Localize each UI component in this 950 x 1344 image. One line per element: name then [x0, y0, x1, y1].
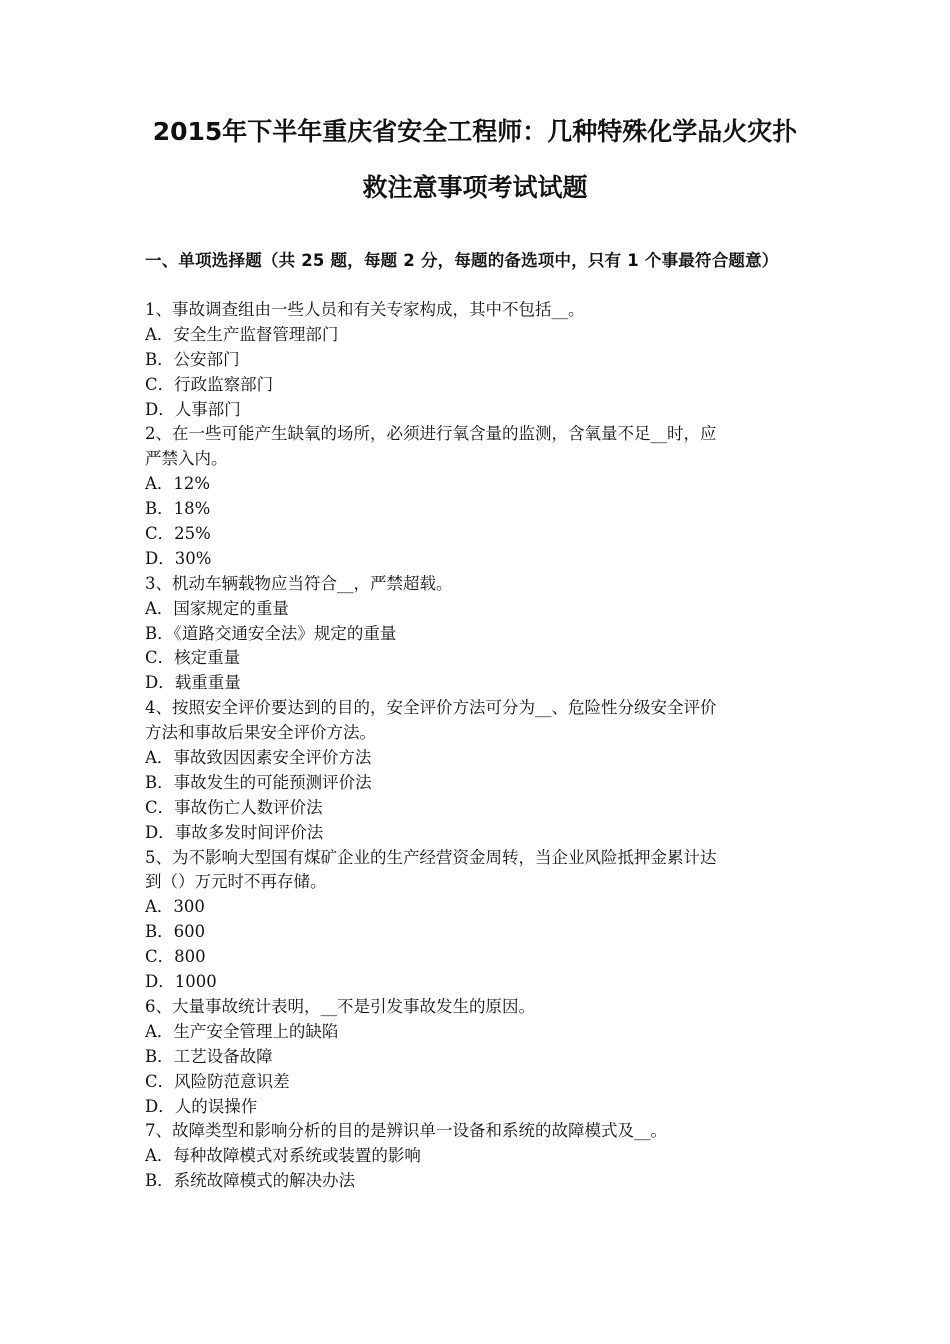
answer-option: C．800: [145, 947, 206, 967]
answer-option: B．18%: [145, 499, 211, 519]
answer-option: C．事故伤亡人数评价法: [145, 797, 323, 817]
document-title-line-1: 2015年下半年重庆省安全工程师：几种特殊化学品火灾扑: [152, 117, 798, 146]
question-text: 7、故障类型和影响分析的目的是辨识单一设备和系统的故障模式及__。: [145, 1121, 667, 1141]
answer-option: C．核定重量: [145, 648, 241, 668]
question-text-continued: 方法和事故后果安全评价方法。: [145, 723, 376, 743]
answer-option: A．国家规定的重量: [145, 598, 289, 618]
question-text: 4、按照安全评价要达到的目的，安全评价方法可分为__、危险性分级安全评价: [145, 698, 717, 718]
answer-option: C．风险防范意识差: [145, 1071, 290, 1091]
question-text: 3、机动车辆载物应当符合__，严禁超载。: [145, 573, 453, 593]
answer-option: B．600: [145, 922, 206, 942]
question-text: 1、事故调查组由一些人员和有关专家构成，其中不包括__。: [145, 300, 585, 319]
answer-option: B．公安部门: [145, 349, 240, 369]
answer-option: B．工艺设备故障: [145, 1046, 273, 1066]
answer-option: B．系统故障模式的解决办法: [145, 1171, 356, 1191]
answer-option: D．30%: [145, 548, 212, 568]
question-text-continued: 到（）万元时不再存储。: [145, 872, 327, 892]
answer-option: A．每种故障模式对系统或装置的影响: [145, 1146, 421, 1166]
answer-option: D．人的误操作: [145, 1096, 258, 1116]
answer-option: D．载重重量: [145, 673, 241, 693]
answer-option: A．生产安全管理上的缺陷: [145, 1021, 339, 1041]
question-list: [145, 298, 810, 1194]
question-text: 2、在一些可能产生缺氧的场所，必须进行氧含量的监测，含氧量不足__时，应: [145, 424, 717, 444]
answer-option: C．25%: [145, 524, 211, 544]
answer-option: D．事故多发时间评价法: [145, 822, 324, 842]
answer-option: A．12%: [145, 474, 211, 494]
question-text-continued: 严禁入内。: [145, 449, 228, 469]
answer-option: D．人事部门: [145, 399, 241, 419]
answer-option: C．行政监察部门: [145, 374, 274, 394]
answer-option: A．300: [145, 897, 205, 917]
answer-option: D．1000: [145, 972, 217, 992]
answer-option: B．《道路交通安全法》规定的重量: [145, 623, 397, 643]
answer-option: A．安全生产监督管理部门: [145, 324, 339, 344]
question-text: 5、为不影响大型国有煤矿企业的生产经营资金周转，当企业风险抵押金累计达: [145, 847, 717, 867]
answer-option: A．事故致因因素安全评价方法: [145, 748, 372, 768]
question-text: 6、大量事故统计表明，__不是引发事故发生的原因。: [145, 996, 535, 1016]
answer-option: B．事故发生的可能预测评价法: [145, 772, 372, 792]
section-heading: 一、单项选择题（共 25 题，每题 2 分，每题的备选项中，只有 1 个事最符合题意）: [145, 251, 779, 270]
document-title-line-2: 救注意事项考试试题: [362, 173, 588, 202]
